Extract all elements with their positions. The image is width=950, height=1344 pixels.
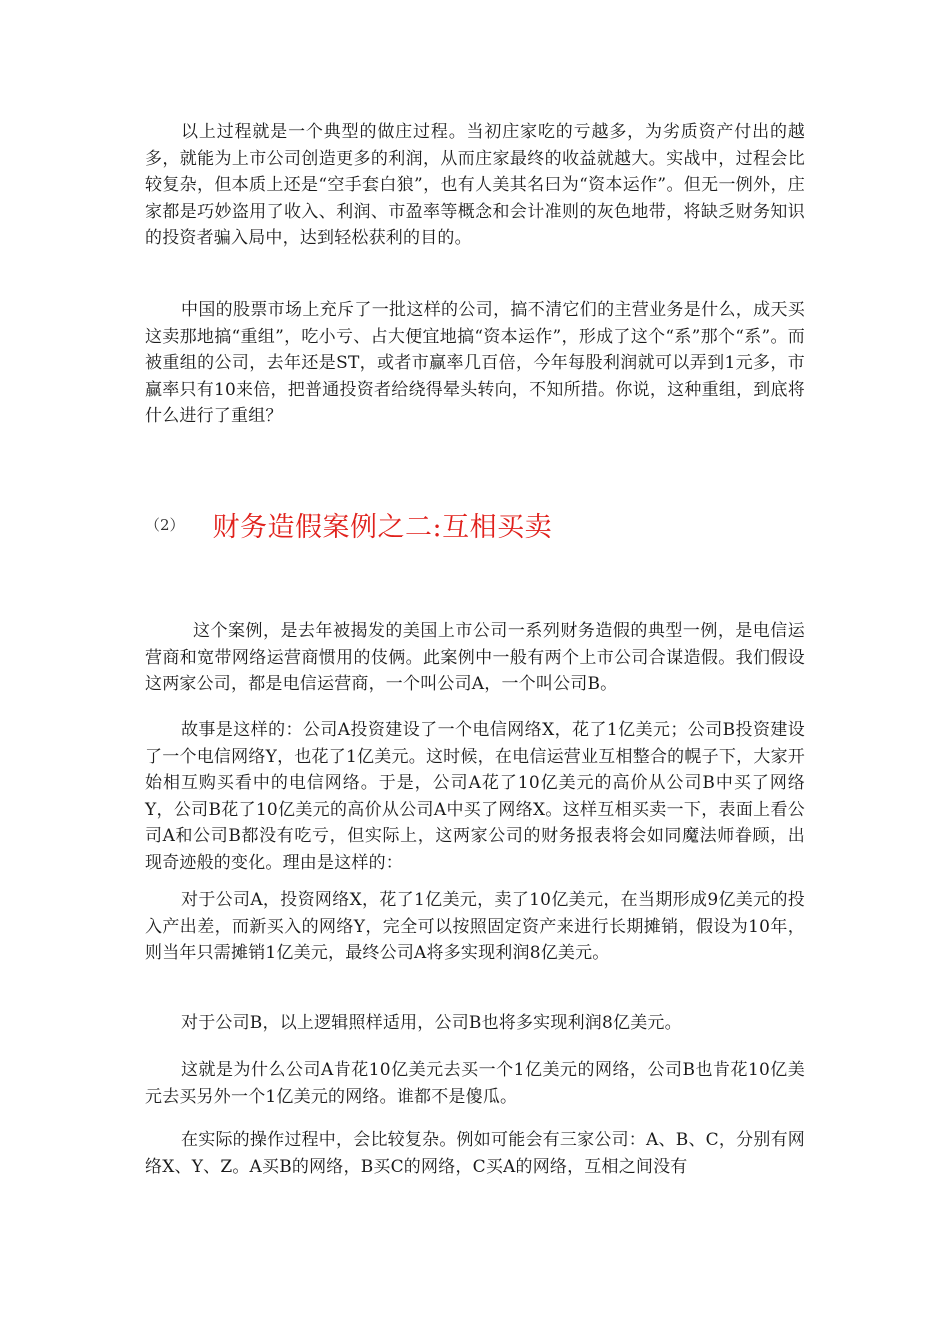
body-paragraph: 以上过程就是一个典型的做庄过程。当初庄家吃的亏越多，为劣质资产付出的越多，就能为上市公司创造更多的利润，从而庄家最终的收益就越大。实战中，过程会比较复杂，但本质上还是“空手套白狼”，也有人美其名曰为“资本运作”。但无一例外，庄家都是巧妙盗用了收入、利润、市盈率等概念和会计准则的灰色地带，将缺乏财务知识的投资者骗入局中，达到轻松获利的目的。 — [145, 122, 805, 248]
body-paragraph: 中国的股票市场上充斥了一批这样的公司，搞不清它们的主营业务是什么，成天买这卖那地搞“重组”，吃小亏、占大便宜地搞“资本运作”，形成了这个“系”那个“系”。而被重组的公司，去年还是ST，或者市赢率几百倍，今年每股利润就可以弄到1元多，市赢率只有10来倍，把普通投资者给绕得晕头转向，不知所措。你说，这种重组，到底将什么进行了重组？ — [145, 300, 805, 426]
body-paragraph: 这就是为什么公司A肯花10亿美元去买一个1亿美元的网络，公司B也肯花10亿美元去买另外一个1亿美元的网络。谁都不是傻瓜。 — [145, 1060, 805, 1107]
section-heading — [145, 505, 805, 544]
section-number: （2） — [145, 516, 185, 534]
section-title: 财务造假案例之二:互相买卖 — [212, 512, 553, 543]
body-paragraph: 对于公司A，投资网络X，花了1亿美元，卖了10亿美元，在当期形成9亿美元的投入产出差，而新买入的网络Y，完全可以按照固定资产来进行长期摊销，假设为10年，则当年只需摊销1亿美元，最终公司A将多实现利润8亿美元。 — [145, 890, 805, 963]
body-paragraph: 故事是这样的：公司A投资建设了一个电信网络X，花了1亿美元；公司B投资建设了一个电信网络Y，也花了1亿美元。这时候，在电信运营业互相整合的幌子下，大家开始相互购买看中的电信网络。于是，公司A花了10亿美元的高价从公司B中买了网络Y，公司B花了10亿美元的高价从公司A中买了网络X。这样互相买卖一下，表面上看公司A和公司B都没有吃亏，但实际上，这两家公司的财务报表将会如同魔法师眷顾，出现奇迹般的变化。理由是这样的： — [145, 720, 805, 873]
body-paragraph: 在实际的操作过程中，会比较复杂。例如可能会有三家公司：A、B、C，分别有网络X、Y、Z。A买B的网络，B买C的网络，C买A的网络，互相之间没有 — [145, 1130, 805, 1177]
body-paragraph: 对于公司B，以上逻辑照样适用，公司B也将多实现利润8亿美元。 — [181, 1013, 682, 1033]
body-paragraph: 这个案例，是去年被揭发的美国上市公司一系列财务造假的典型一例，是电信运营商和宽带网络运营商惯用的伎俩。此案例中一般有两个上市公司合谋造假。我们假设这两家公司，都是电信运营商，一个叫公司A，一个叫公司B。 — [145, 621, 805, 694]
